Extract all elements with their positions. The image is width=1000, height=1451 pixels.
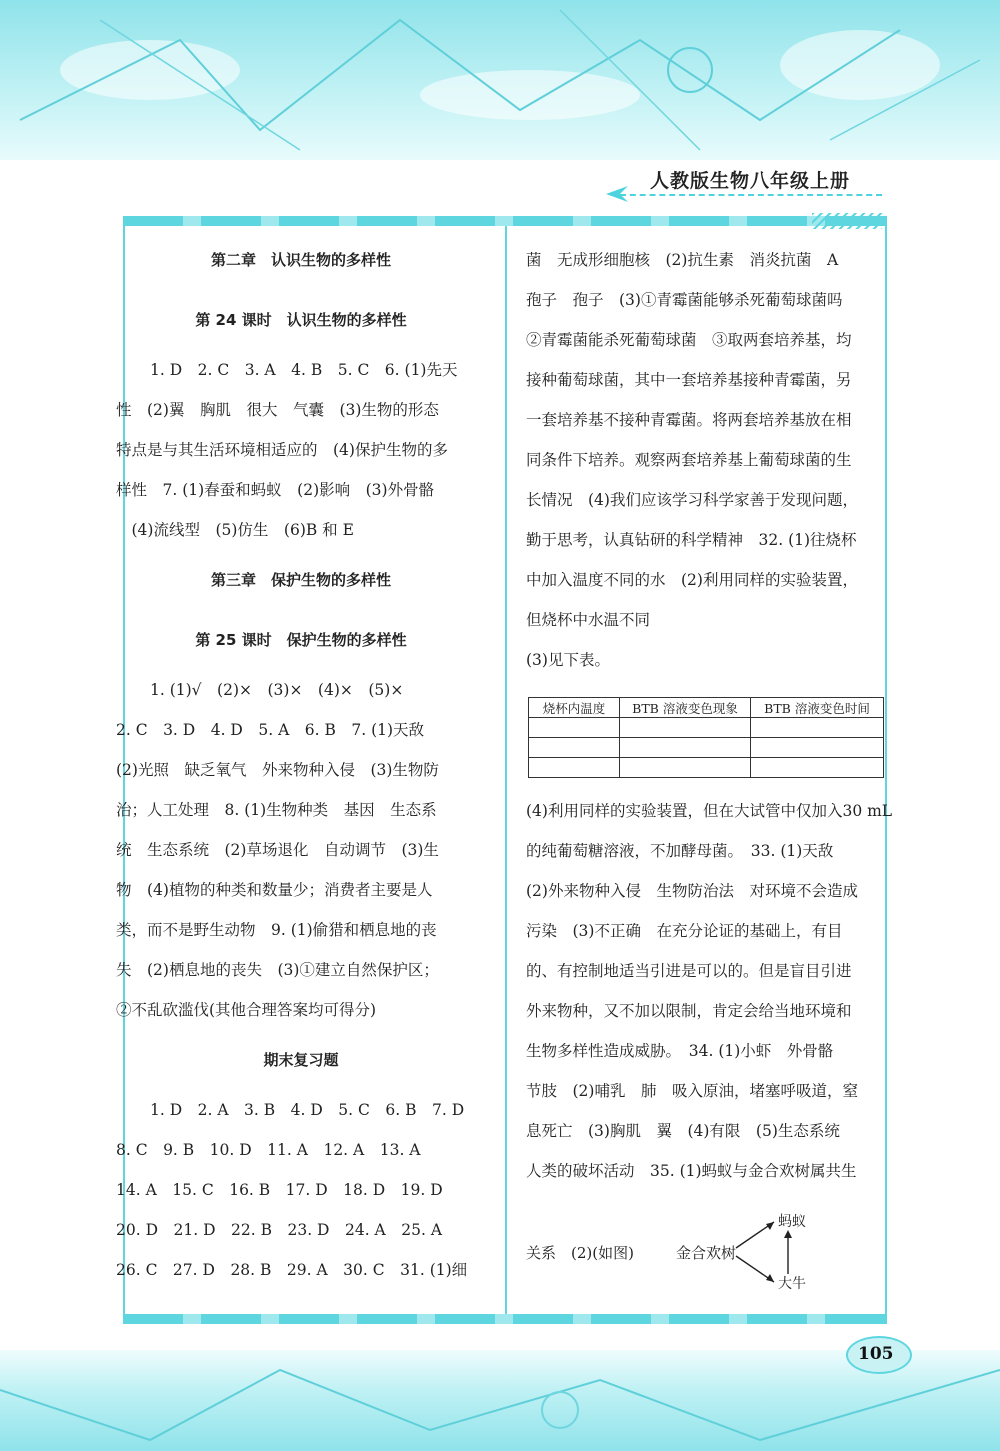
answer-line: 统 生态系统 (2)草场退化 自动调节 (3)生 [116, 841, 439, 859]
diagram-node-ant: 蚂蚁 [778, 1214, 806, 1230]
banner-scribble [0, 1350, 1000, 1451]
table-cell [529, 758, 620, 778]
answer-line: 生物多样性造成威胁。 34. (1)小虾 外骨骼 [526, 1042, 834, 1060]
answer-line: 失 (2)栖息地的丧失 (3)①建立自然保护区； [116, 961, 439, 979]
diagram-prefix: 关系 (2)(如图) [526, 1244, 634, 1262]
book-title: 人教版生物八年级上册 [650, 170, 851, 192]
spacer [116, 285, 486, 295]
table-cell [620, 758, 751, 778]
section-heading: 第 24 课时 认识生物的多样性 [195, 311, 407, 329]
answer-line: 一套培养基不接种青霉菌。将两套培养基放在相 [526, 411, 852, 429]
answer-line: 接种葡萄球菌，其中一套培养基接种青霉菌，另 [526, 371, 852, 389]
answer-line: 外来物种，又不加以限制，肯定会给当地环境和 [526, 1002, 852, 1020]
table-cell [620, 718, 751, 738]
symbiosis-diagram [526, 1200, 866, 1300]
answer-line: 但烧杯中水温不同 [526, 611, 651, 629]
spacer [116, 615, 486, 625]
answer-line: 1. D 2. A 3. B 4. D 5. C 6. B 7. D [150, 1101, 465, 1119]
answer-line: 菌 无成形细胞核 (2)抗生素 消炎抗菌 A [526, 251, 839, 269]
spacer [116, 295, 486, 305]
right-column-top-text [526, 245, 888, 685]
experiment-table [528, 697, 884, 778]
answer-line: 样性 7. (1)春蚕和蚂蚁 (2)影响 (3)外骨骼 [116, 481, 435, 499]
table-cell [751, 718, 884, 738]
answer-line: 污染 (3)不正确 在充分论证的基础上，有目 [526, 922, 843, 940]
spacer [116, 665, 486, 675]
table-header: 烧杯内温度 [529, 698, 620, 718]
right-column-bottom-text [526, 796, 893, 1196]
spacer [116, 345, 486, 355]
answer-line: 长情况 (4)我们应该学习科学家善于发现问题， [526, 491, 858, 509]
answer-line: 特点是与其生活环境相适应的 (4)保护生物的多 [116, 441, 448, 459]
answer-line: ②青霉菌能杀死葡萄球菌 ③取两套培养基，均 [526, 331, 852, 349]
table-cell [620, 738, 751, 758]
table-row [529, 758, 884, 778]
table-cell [529, 718, 620, 738]
answer-line: 人类的破坏活动 35. (1)蚂蚁与金合欢树属共生 [526, 1162, 857, 1180]
spacer [116, 555, 486, 565]
table-header: BTB 溶液变色现象 [620, 698, 751, 718]
answer-line: 同条件下培养。观察两套培养基上葡萄球菌的生 [526, 451, 852, 469]
diagram-node-cow: 大牛 [778, 1276, 806, 1292]
table-row [529, 718, 884, 738]
answer-line: ②不乱砍滥伐(其他合理答案均可得分) [116, 1001, 377, 1019]
answer-line: 26. C 27. D 28. B 29. A 30. C 31. (1)细 [116, 1261, 468, 1279]
section-heading: 第 25 课时 保护生物的多样性 [195, 631, 407, 649]
table-cell [529, 738, 620, 758]
page-number: 105 [858, 1344, 894, 1364]
spacer [116, 605, 486, 615]
spacer [116, 1085, 486, 1095]
answer-line: 中加入温度不同的水 (2)利用同样的实验装置， [526, 571, 858, 589]
left-answer-column [116, 245, 486, 1295]
answer-line: (2)光照 缺乏氧气 外来物种入侵 (3)生物防 [116, 761, 439, 779]
diagram-node-tree: 金合欢树 [676, 1244, 737, 1262]
table-cell [751, 738, 884, 758]
answer-line: 治；人工处理 8. (1)生物种类 基因 生态系 [116, 801, 437, 819]
answer-line: 的、有控制地适当引进是可以的。但是盲目引进 [526, 962, 852, 980]
answer-line: 节肢 (2)哺乳 肺 吸入原油，堵塞呼吸道，窒 [526, 1082, 858, 1100]
column-divider [505, 226, 507, 1314]
answer-line: 孢子 孢子 (3)①青霉菌能够杀死葡萄球菌吗 [526, 291, 843, 309]
answer-line: 1. D 2. C 3. A 4. B 5. C 6. (1)先天 [150, 361, 458, 379]
answer-line: 勤于思考，认真钻研的科学精神 32. (1)往烧杯 [526, 531, 857, 549]
right-answer-column [526, 245, 893, 1196]
header-rule [620, 194, 882, 196]
table-row [529, 738, 884, 758]
frame-top-strip [123, 216, 885, 226]
answer-line: 性 (2)翼 胸肌 很大 气囊 (3)生物的形态 [116, 401, 439, 419]
section-heading: 第二章 认识生物的多样性 [210, 251, 391, 269]
answer-line: 息死亡 (3)胸肌 翼 (4)有限 (5)生态系统 [526, 1122, 840, 1140]
answer-line: 20. D 21. D 22. B 23. D 24. A 25. A [116, 1221, 443, 1239]
answer-line: 8. C 9. B 10. D 11. A 12. A 13. A [116, 1141, 421, 1159]
section-heading: 期末复习题 [263, 1051, 339, 1069]
answer-line: (2)外来物种入侵 生物防治法 对环境不会造成 [526, 882, 858, 900]
bottom-decorative-banner [0, 1350, 1000, 1451]
answer-line: 物 (4)植物的种类和数量少；消费者主要是人 [116, 881, 433, 899]
diagram-arrowhead [784, 1230, 792, 1238]
answer-line: (4)流线型 (5)仿生 (6)B 和 E [116, 521, 354, 539]
answer-line: (3)见下表。 [526, 651, 610, 669]
answer-line: 1. (1)√ (2)× (3)× (4)× (5)× [150, 681, 404, 699]
answer-line: (4)利用同样的实验装置，但在大试管中仅加入30 mL [526, 802, 893, 820]
top-decorative-banner [0, 0, 1000, 160]
table-cell [751, 758, 884, 778]
answer-line: 14. A 15. C 16. B 17. D 18. D 19. D [116, 1181, 443, 1199]
spacer [116, 1035, 486, 1045]
answer-line: 的纯葡萄糖溶液，不加酵母菌。 33. (1)天敌 [526, 842, 834, 860]
section-heading: 第三章 保护生物的多样性 [210, 571, 391, 589]
frame-bottom-strip [123, 1314, 885, 1324]
banner-scribble [0, 0, 1000, 160]
table-header-row [529, 698, 884, 718]
answer-line: 类，而不是野生动物 9. (1)偷猎和栖息地的丧 [116, 921, 437, 939]
corner-hatch [812, 213, 882, 229]
answer-line: 2. C 3. D 4. D 5. A 6. B 7. (1)天敌 [116, 721, 425, 739]
table-header: BTB 溶液变色时间 [751, 698, 884, 718]
